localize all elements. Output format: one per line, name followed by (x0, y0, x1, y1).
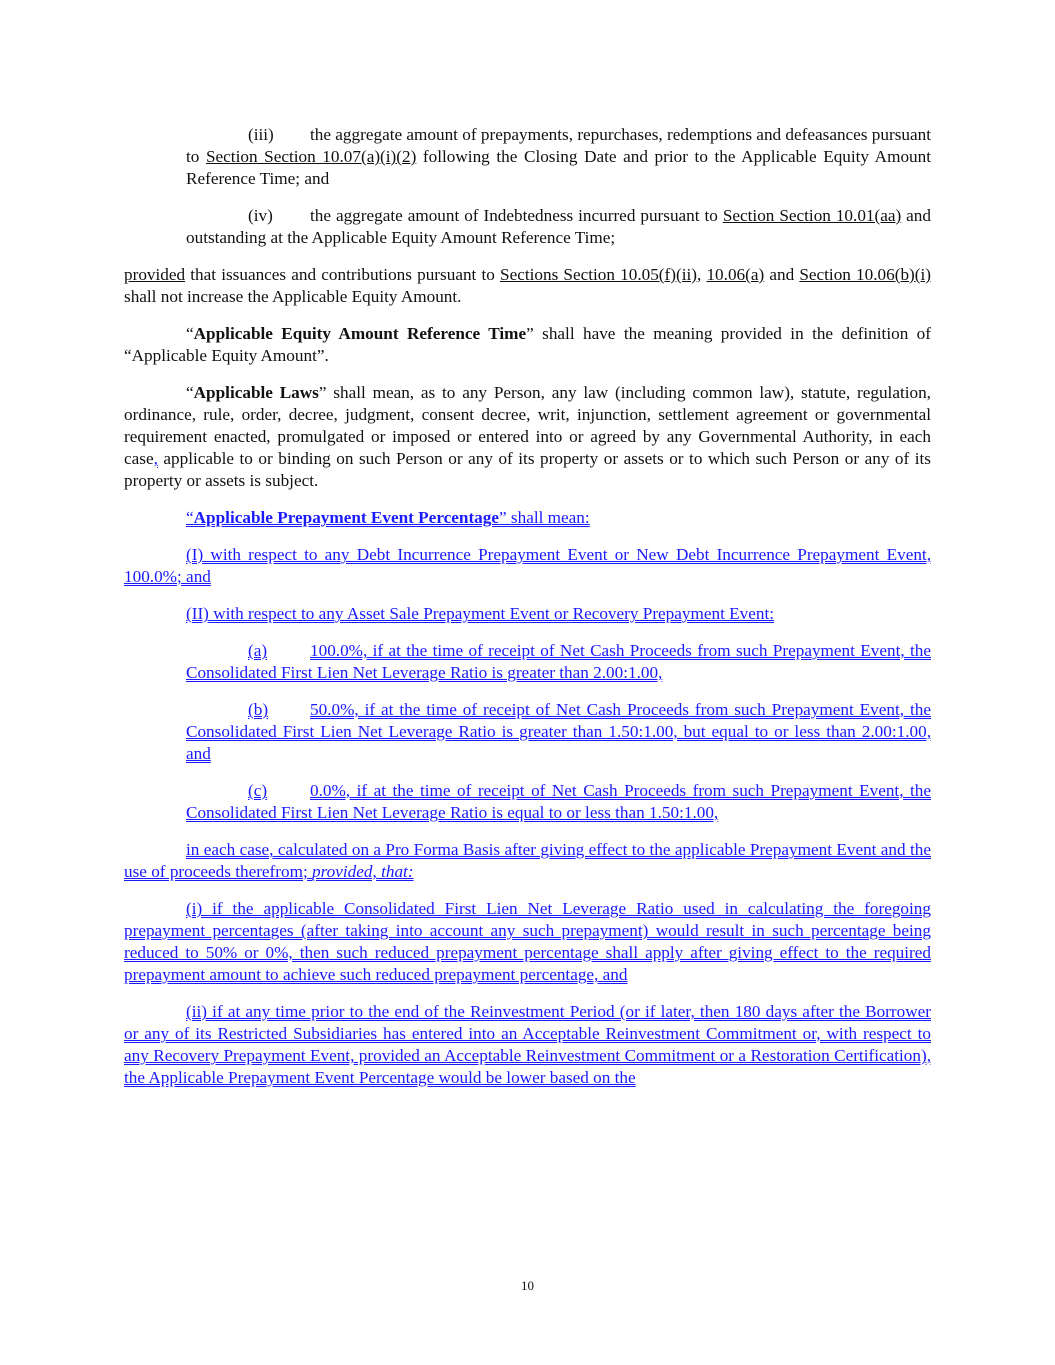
item-II: (II) with respect to any Asset Sale Prepayment Event or Recovery Prepayment Event: (186, 604, 775, 623)
definition-reference-time: “Applicable Equity Amount Reference Time” shall have the meaning provided in the definition of “Applicable Equity Amount”. (124, 324, 932, 365)
item-I: (I) with respect to any Debt Incurrence Prepayment Event or New Debt Incurrence Prepayment Event, 100.0%; and (124, 545, 931, 586)
each-case-paragraph: in each case, calculated on a Pro Forma Basis after giving effect to the applicable Prepayment Event and the use of proceeds therefrom; provided, that: (124, 840, 931, 881)
section-reference: Section Section 10.01(aa) (722, 206, 902, 225)
clause-label: (a) (248, 641, 268, 660)
section-reference: Section 10.06(b)(i) (799, 265, 931, 284)
sub-item-c: (c) 0.0%, if at the time of receipt of Net Cash Proceeds from such Prepayment Event, the Consolidated First Lien Net Leverage Ratio is equal to or less than 1.50:1.00, (186, 781, 931, 822)
proviso-word: provided (124, 265, 186, 284)
proviso-paragraph: provided that issuances and contributions pursuant to Sections Section 10.05(f)(ii), 10.06(a) and Section 10.06(b)(i) shall not increase the Applicable Equity Amount. (124, 265, 931, 306)
clause-iv: (iv) the aggregate amount of Indebtedness incurred pursuant to Section Section 10.01(aa) and outstanding at the Applicable Equity Amount Reference Time; (186, 206, 931, 247)
definition-applicable-laws: “Applicable Laws” shall mean, as to any Person, any law (including common law), statute, regulation, ordinance, rule, order, decree, judgment, consent decree, writ, injunction, settlement agreement or governmental requirement enacted, promulgated or imposed or entered into or agreed by any Governmental Authority, in each case, applicable to or binding on such Person or any of its property or assets or to which such Person or any of its property or assets is subject. (124, 383, 931, 490)
section-reference: Sections Section 10.05(f)(ii) (500, 265, 697, 284)
clause-iii: (iii) the aggregate amount of prepayments, repurchases, redemptions and defeasances pursuant to Section Section 10.07(a)(i)(2) following the Closing Date and prior to the Applicable Equity Amount Reference Time; and (186, 125, 932, 188)
section-reference: 10.06(a) (706, 265, 765, 284)
clause-label: (c) (248, 781, 268, 800)
sub-item-b: (b) 50.0%, if at the time of receipt of Net Cash Proceeds from such Prepayment Event, the Consolidated First Lien Net Leverage Ratio is greater than 1.50:1.00, but equal to or less than 2.00:1.00, and (186, 700, 931, 763)
document-page (124, 124, 931, 1089)
page-number: 10 (521, 1278, 534, 1293)
sub-item-a: (a) 100.0%, if at the time of receipt of Net Cash Proceeds from such Prepayment Event, the Consolidated First Lien Net Leverage Ratio is greater than 2.00:1.00, (186, 641, 931, 682)
clause-label: (iii) (248, 125, 274, 144)
proviso-italic: provided, that: (312, 862, 414, 881)
defined-term: Applicable Equity Amount Reference Time (193, 324, 527, 343)
section-reference: Section Section 10.07(a)(i)(2) (205, 147, 417, 166)
definition-prepayment-percentage: “Applicable Prepayment Event Percentage” shall mean: (186, 508, 590, 527)
defined-term: Applicable Prepayment Event Percentage (193, 508, 499, 527)
proviso-i: (i) if the applicable Consolidated First Lien Net Leverage Ratio used in calculating the foregoing prepayment percentages (after taking into account any such prepayment) would result in such percentage being reduced to 50% or 0%, then such reduced prepayment percentage shall apply after giving effect to the required prepayment amount to achieve such reduced prepayment percentage, and (124, 899, 931, 984)
proviso-ii: (ii) if at any time prior to the end of the Reinvestment Period (or if later, then 180 days after the Borrower or any of its Restricted Subsidiaries has entered into an Acceptable Reinvestment Commitment or, with respect to any Recovery Prepayment Event, provided an Acceptable Reinvestment Commitment or a Restoration Certification), the Applicable Prepayment Event Percentage would be lower based on the (124, 1002, 931, 1087)
defined-term: Applicable Laws (193, 383, 319, 402)
clause-label: (b) (248, 700, 269, 719)
clause-label: (iv) (248, 206, 273, 225)
inserted-comma: , (153, 449, 158, 468)
